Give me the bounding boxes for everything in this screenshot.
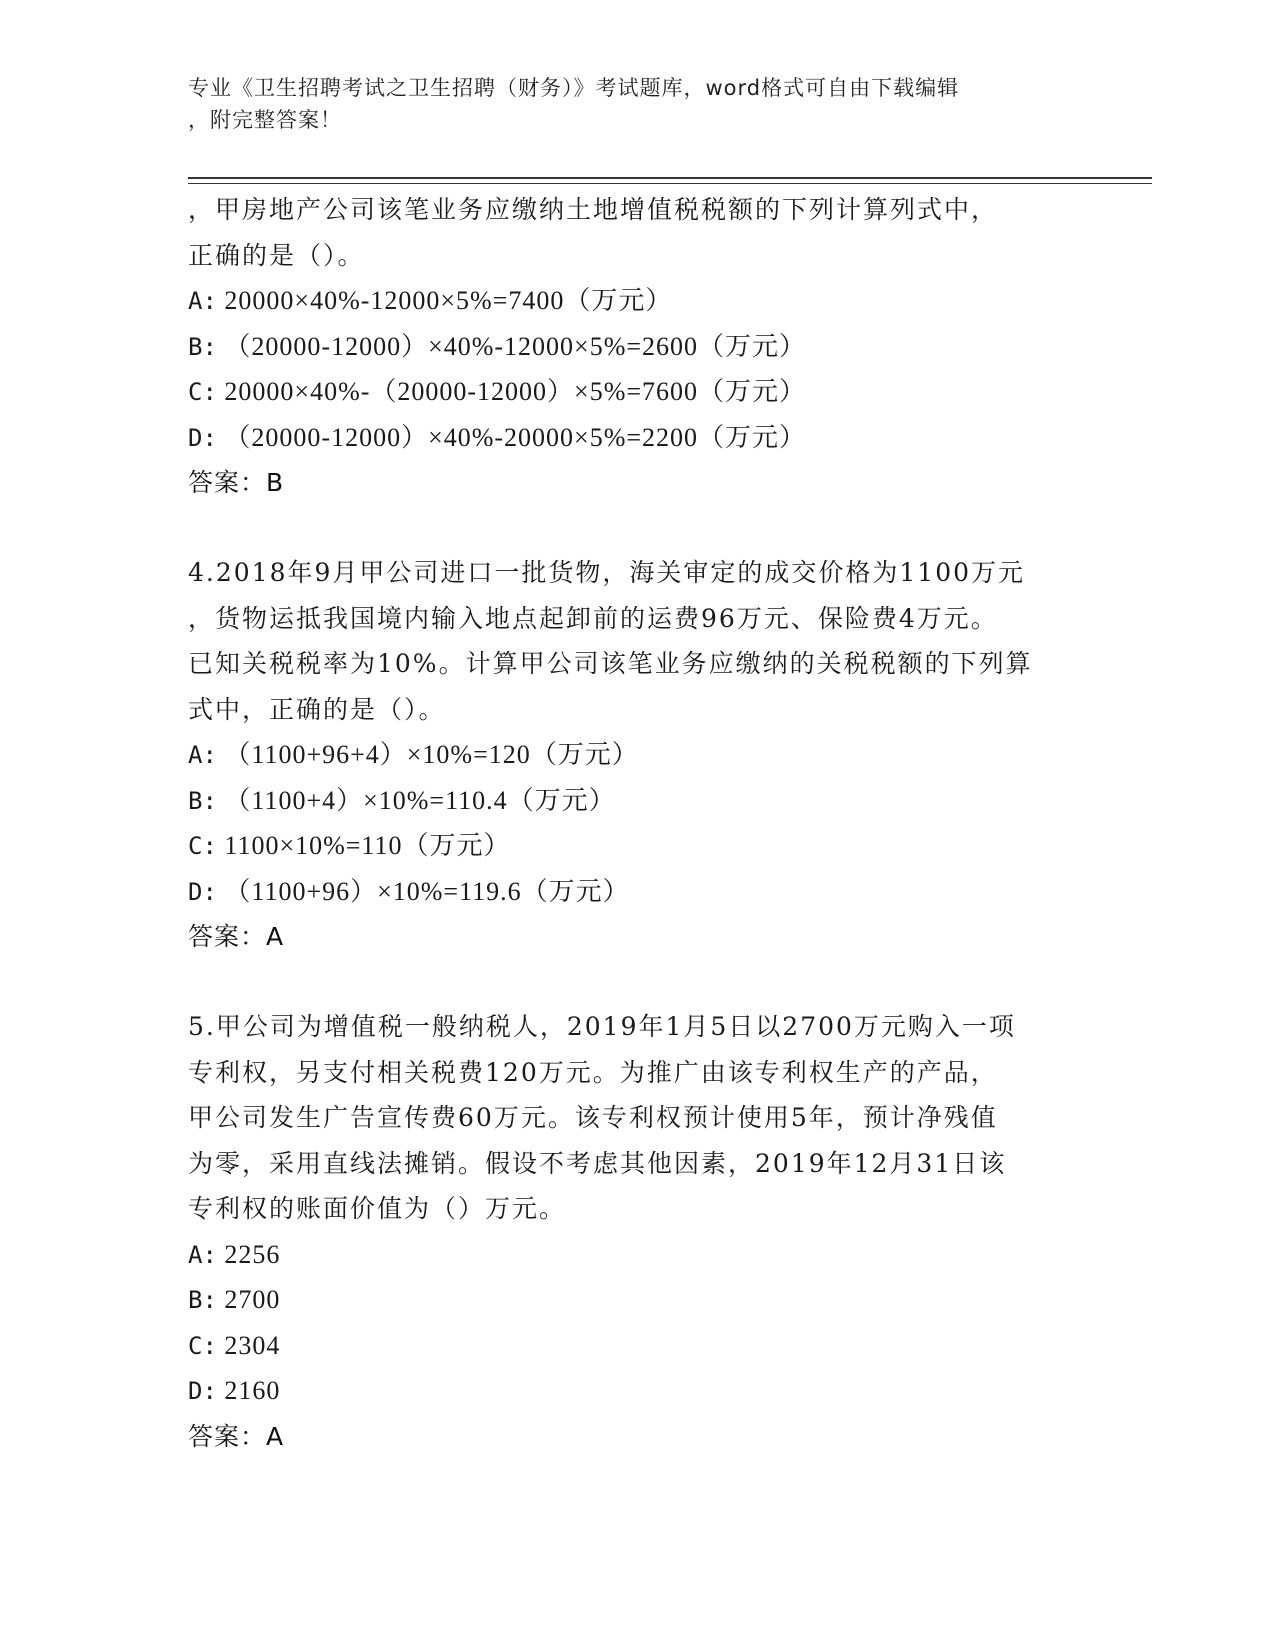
- question-4-option-b: [188, 778, 1088, 824]
- question-5-option-d: [188, 1368, 1088, 1414]
- option-text: （1100+4）×10%=110.4（万元）: [224, 785, 616, 815]
- option-label: D:: [188, 1377, 217, 1405]
- question-4-option-c: [188, 823, 1088, 869]
- option-label: C:: [188, 832, 217, 860]
- option-text: 20000×40%-12000×5%=7400（万元）: [224, 286, 673, 315]
- option-text: 2160: [224, 1376, 281, 1405]
- question-4-option-a: [188, 732, 1088, 778]
- option-label: D:: [188, 877, 217, 906]
- question-4-line-1: 4.2018年9月甲公司进口一批货物，海关审定的成交价格为1100万元: [188, 558, 1026, 587]
- option-label: C:: [188, 1331, 217, 1360]
- option-label: A:: [188, 741, 217, 769]
- question-5-line-2: 专利权，另支付相关税费120万元。为推广由该专利权生产的产品，: [188, 1057, 998, 1087]
- question-3-option-b: [188, 324, 1088, 370]
- question-3-option-d: [188, 415, 1088, 461]
- question-5-line-3: 甲公司发生广告宣传费60万元。该专利权预计使用5年，预计净残值: [188, 1103, 998, 1132]
- option-text: 20000×40%-（20000-12000）×5%=7600（万元）: [224, 377, 807, 406]
- question-5-answer: 答案：A: [188, 1421, 285, 1451]
- spacer: [188, 506, 1088, 550]
- question-5-option-a: [188, 1232, 1088, 1278]
- question-4-option-d: [188, 869, 1088, 915]
- document-body: [188, 187, 1088, 1460]
- option-label: B:: [188, 1286, 217, 1314]
- header-divider-thick: [188, 177, 1152, 179]
- option-text: （1100+96）×10%=119.6（万元）: [224, 876, 630, 906]
- spacer: [188, 960, 1088, 1004]
- question-3-option-c: [188, 369, 1088, 415]
- question-4-line-3: 已知关税税率为10%。计算甲公司该笔业务应缴纳的关税税额的下列算: [188, 649, 1033, 678]
- header-line-1: 专业《卫生招聘考试之卫生招聘（财务）》考试题库，word格式可自由下载编辑: [188, 76, 960, 100]
- question-5-line-5: 专利权的账面价值为（）万元。: [188, 1194, 567, 1223]
- option-text: 2256: [224, 1239, 281, 1269]
- option-label: D:: [188, 423, 217, 452]
- question-3-answer: 答案：B: [188, 468, 285, 497]
- option-text: 2304: [224, 1330, 281, 1360]
- option-label: C:: [188, 378, 217, 406]
- question-5-line-4: 为零，采用直线法摊销。假设不考虑其他因素，2019年12月31日该: [188, 1148, 1007, 1178]
- question-5-line-1: 5.甲公司为增值税一般纳税人，2019年1月5日以2700万元购入一项: [188, 1012, 1016, 1041]
- question-4-line-4: 式中，正确的是（）。: [188, 694, 446, 724]
- option-text: （1100+96+4）×10%=120（万元）: [224, 740, 639, 769]
- header-divider-thin: [188, 183, 1152, 184]
- option-label: A:: [188, 287, 217, 315]
- header-line-2: ，附完整答案！: [188, 108, 342, 132]
- option-label: B:: [188, 786, 217, 815]
- option-text: （20000-12000）×40%-12000×5%=2600（万元）: [224, 331, 807, 361]
- question-3-line-2: 正确的是（）。: [188, 240, 365, 270]
- option-text: 2700: [224, 1285, 281, 1314]
- question-5: [188, 1004, 1088, 1460]
- question-4-answer: 答案：A: [188, 922, 285, 951]
- document-header: [188, 72, 1068, 136]
- option-label: B:: [188, 332, 217, 361]
- option-text: （20000-12000）×40%-20000×5%=2200（万元）: [224, 422, 807, 452]
- question-3: [188, 187, 1088, 506]
- option-text: 1100×10%=110（万元）: [224, 831, 511, 860]
- question-3-option-a: [188, 278, 1088, 324]
- question-5-option-c: [188, 1323, 1088, 1369]
- question-3-line-1: ，甲房地产公司该笔业务应缴纳土地增值税税额的下列计算列式中，: [188, 195, 999, 224]
- option-label: A:: [188, 1240, 217, 1269]
- question-5-option-b: [188, 1277, 1088, 1323]
- question-4: [188, 550, 1088, 960]
- question-4-line-2: ，货物运抵我国境内输入地点起卸前的运费96万元、保险费4万元。: [188, 603, 998, 633]
